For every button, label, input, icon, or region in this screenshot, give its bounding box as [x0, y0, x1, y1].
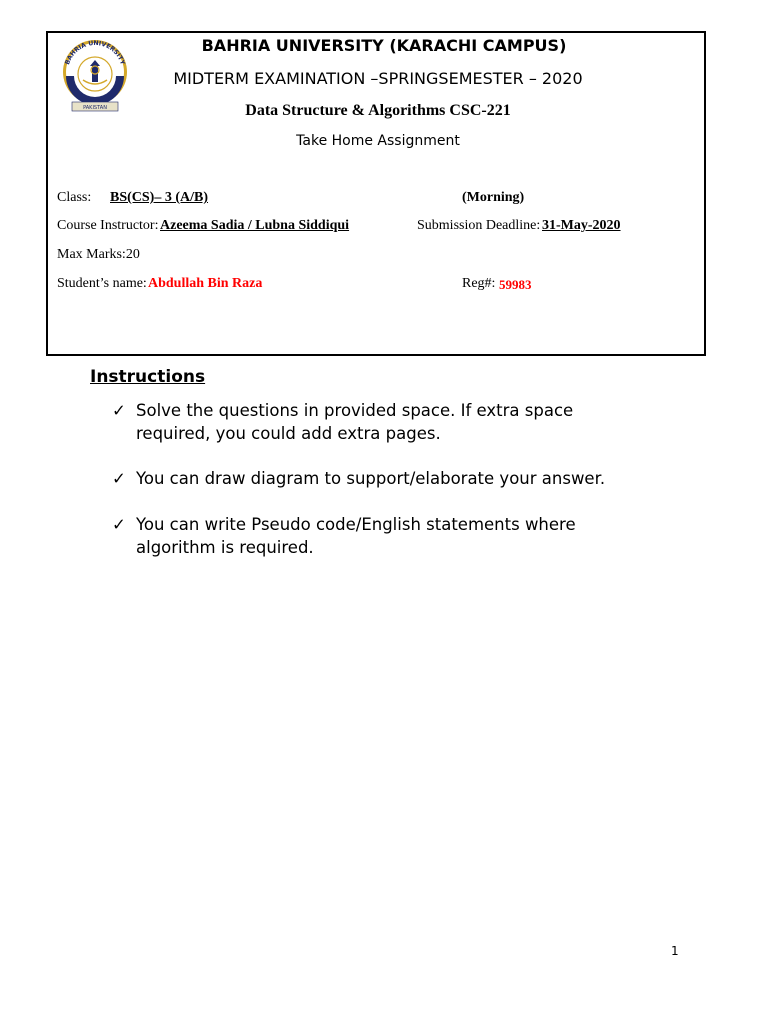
page-number: 1 [671, 944, 679, 958]
instruction-item [112, 399, 636, 445]
reg-value: 59983 [499, 277, 532, 292]
deadline-label: Submission Deadline: [417, 218, 541, 233]
logo-ring-text: BAHRIA UNIVERSITY [64, 39, 126, 66]
max-marks: Max Marks:20 [57, 247, 140, 262]
instruction-text: You can write Pseudo code/English statements where algorithm is required. [136, 515, 576, 557]
deadline-value: 31-May-2020 [542, 218, 621, 233]
instruction-text: You can draw diagram to support/elaborate your answer. [136, 469, 606, 488]
checkmark-icon: ✓ [112, 401, 126, 420]
instruction-item [112, 513, 636, 559]
exam-title: MIDTERM EXAMINATION –SPRINGSEMESTER – 2020 [173, 69, 583, 88]
instructor-label: Course Instructor: [57, 218, 159, 233]
reg-label: Reg#: [462, 276, 496, 291]
instruction-item [112, 467, 696, 490]
class-label: Class: [57, 190, 92, 205]
student-name-label: Student’s name: [57, 276, 147, 291]
class-value: BS(CS)– 3 (A/B) [110, 190, 209, 205]
university-title: BAHRIA UNIVERSITY (KARACHI CAMPUS) [201, 36, 567, 55]
instructions-heading: Instructions [90, 367, 206, 387]
instruction-text: Solve the questions in provided space. If extra space required, you could add extra pages. [136, 401, 574, 443]
assignment-type: Take Home Assignment [296, 133, 460, 149]
instructor-value: Azeema Sadia / Lubna Siddiqui [160, 218, 350, 233]
checkmark-icon: ✓ [112, 469, 126, 488]
logo-banner-text: PAKISTAN [83, 105, 107, 111]
student-name-value: Abdullah Bin Raza [148, 276, 263, 291]
course-title: Data Structure & Algorithms CSC-221 [245, 102, 511, 119]
shift-value: (Morning) [462, 190, 525, 205]
checkmark-icon: ✓ [112, 515, 126, 534]
